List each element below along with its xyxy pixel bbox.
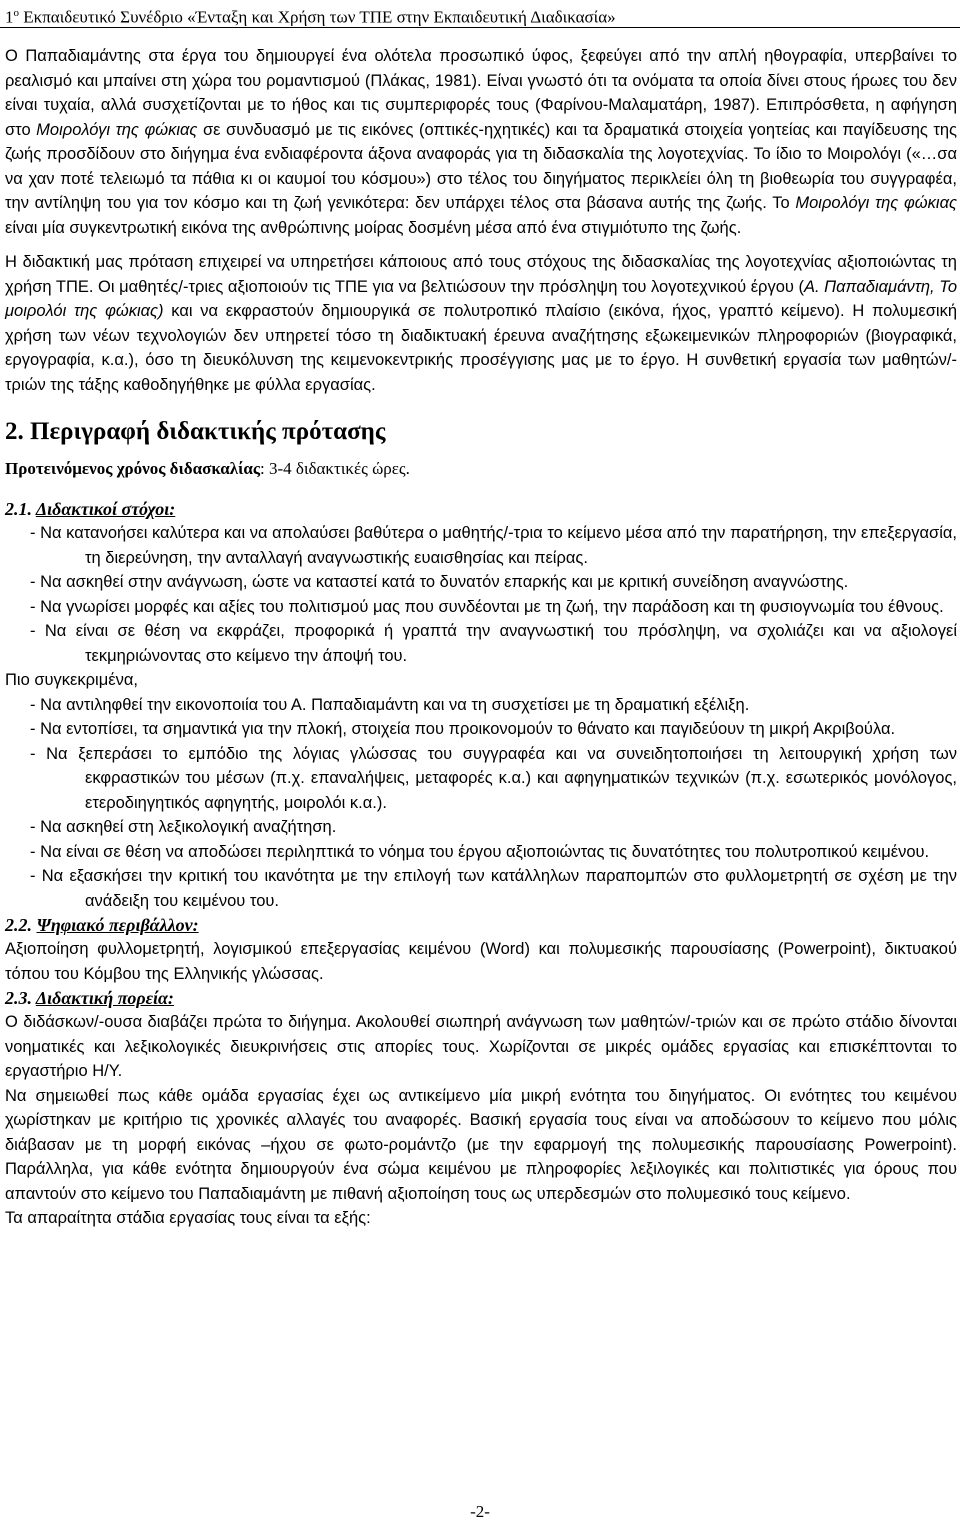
paragraph-proposal [5, 250, 957, 397]
course-paragraph-2: Να σημειωθεί πως κάθε ομάδα εργασίας έχει ως αντικείμενο μία μικρή ενότητα του διηγήματος. Οι ενότητες του κειμένου χωρίστηκαν με κριτήριο τις χρονικές αλλαγές του αναφορές. Βασική εργασία τους είναι να αποδώσουν το κείμενο που μόλις διάβασαν με τη μορφή εικόνας –ήχου σε φωτο-ρομάντζο (με την εφαρμογή της πολυμεσικής παρουσίασης Powerpoint). Παράλληλα, για κάθε ενότητα δημιουργούν ένα σώμα κειμένου με πληροφορίες λεξιλογικές και πολιτιστικές για όρους που απαντούν στο κείμενο του Παπαδιαμάντη με πιθανή αξιοποίηση τους ως υπερδεσμών στο πολυμεσικό τους κείμενο. [5, 1086, 957, 1203]
list-item: - Να ασκηθεί στην ανάγνωση, ώστε να καταστεί κατά το δυνατόν επαρκής και με κριτική συνείδηση αναγνώστης. [30, 573, 849, 591]
list-item: - Να γνωρίσει μορφές και αξίες του πολιτισμού μας που συνδέονται με τη ζωή, την παράδοση και τη φυσιογνωμία του έθνους. [30, 597, 944, 616]
section-2-3-number: 2.3. [5, 988, 36, 1008]
header-sup: ο [13, 7, 19, 19]
para2-text-1: Η διδακτική μας πρόταση επιχειρεί να υπηρετήσει κάποιους από τους στόχους της διδασκαλίας της λογοτεχνίας αξιοποιώντας τη χρήση ΤΠΕ. Οι μαθητές/-τριες αξιοποιούν τις ΤΠΕ για να βελτιώσουν την πρόσληψη του λογοτεχνικού έργου ( [5, 253, 957, 296]
para1-italic-1: Μοιρολόγι της φώκιας [36, 120, 198, 139]
teaching-time [5, 457, 957, 481]
para1-text-2: σε συνδυασμό με τις εικόνες (οπτικές-ηχητικές) και τα δραματικά στοιχεία γοητείας και παγίδευσης της ζωής προσδίδουν στο διήγημα ένα ενδιαφέροντα άξονα αναφοράς για τη διδασκαλία της λογοτεχνίας. Το ίδιο το Μοιρολόγι («…σα να χαν ποτέ τελειωμό τα πάθια κι οι καυμοί του κόσμου») στο τέλος του διηγήματος περικλείει όλη τη βιοθεωρία του συγγραφέα, την αντίληψη του για τον κόσμο και τη ζωή γενικότερα: δεν υπάρχει τέλος στα βάσανα αυτής της ζωής. Το [5, 120, 957, 212]
section-2-1-heading [5, 497, 957, 521]
course-paragraph-1: Ο διδάσκων/-ουσα διαβάζει πρώτα το διήγημα. Ακολουθεί σιωπηρή ανάγνωση των μαθητών/-τριών και σε πρώτο στάδιο δίνονται νοηματικές και λεξικολογικές διευκρινήσεις στις απορίες τους. Χωρίζονται σε μικρές ομάδες εργασίας και επισκέπτονται το εργαστήριο Η/Υ. [5, 1013, 957, 1080]
para1-italic-2: Μοιρολόγι της φώκιας [795, 194, 957, 212]
course-paragraph-3: Τα απαραίτητα στάδια εργασίας τους είναι τα εξής: [5, 1209, 371, 1227]
section-2-heading: 2. Περιγραφή διδακτικής πρότασης [5, 418, 386, 445]
digital-environment-text: Αξιοποίηση φυλλομετρητή, λογισμικού επεξεργασίας κειμένου (Word) και πολυμεσικής παρουσίασης (Powerpoint), δικτυακού τόπου του Κόμβου της Ελληνικής γλώσσας. [5, 940, 957, 983]
running-header [5, 3, 616, 28]
para1-text-3: είναι μία συγκεντρωτική εικόνα της ανθρώπινης μοίρας δοσμένη μέσα από ένα στιγμιότυπο της ζωής. [5, 218, 742, 237]
list-item: - Να εξασκήσει την κριτική του ικανότητα με την επιλογή των κατάλληλων παραπομπών στο φυλλομετρητή σε σχέση με την ανάδειξη του κειμένου του. [30, 867, 957, 910]
section-2-3-title: Διδακτική πορεία: [35, 988, 174, 1008]
section-2-3-heading [5, 986, 957, 1010]
goals-more-label: Πιο συγκεκριμένα, [5, 671, 138, 689]
header-rule [0, 27, 960, 28]
para2-text-2: και να εκφραστούν δημιουργικά σε πολυτροπικό πλαίσιο (εικόνα, ήχος, γραπτό κείμενο). Η πολυμεσική χρήση των νέων τεχνολογιών δεν υπηρετεί τόσο τη διαδικτυακή έρευνα αναζήτησης εξωκειμενικών πληροφοριών (βιογραφικά, εργογραφία, κ.α.), όσο τη διευκόλυνση της κειμενοκεντρικής προσέγγισης μας με το έργο. Η συνθετική εργασία των μαθητών/-τριών της τάξης καθοδηγήθηκε με φύλλα εργασίας. [5, 302, 957, 394]
goals-list [5, 521, 957, 668]
teaching-time-label: Προτεινόμενος χρόνος διδασκαλίας [5, 459, 261, 478]
section-2-2-heading [5, 913, 957, 937]
para1-text-1: Ο Παπαδιαμάντης στα έργα του δημιουργεί ένα ολότελα προσωπικό ύφος, ξεφεύγει από την απλή ηθογραφία, υπερβαίνει το ρεαλισμό και μπαίνει στη χώρα του ρομαντισμού (Πλάκας, 1981). Είναι γνωστό ότι τα ονόματα τα οποία δίνει στους ήρωες του δεν είναι τυχαία, αλλά συσχετίζονται με το ήθος και τις συμπεριφορές τους (Φαρίνου-Μαλαματάρη, 1987). Επιπρόσθετα, η αφήγηση στο [5, 47, 957, 139]
header-prefix: 1 [5, 7, 14, 27]
para2-italic-1: Α. Παπαδιαμάντη, Το μοιρολόι της φώκιας) [5, 277, 957, 320]
paragraph-intro [5, 44, 957, 240]
teaching-time-value: : 3-4 διδακτικές ώρες. [260, 459, 410, 478]
list-item: - Να εντοπίσει, τα σημαντικά για την πλοκή, στοιχεία που προικονομούν το θάνατο και παγιδεύουν τη μικρή Ακριβούλα. [30, 720, 896, 738]
list-item: - Να κατανοήσει καλύτερα και να απολαύσει βαθύτερα ο μαθητής/-τρια το κείμενο μέσα από την παρατήρηση, την επεξεργασία, τη διερεύνηση, την ανταλλαγή αναγνωστικής ευαισθησίας και πείρας. [30, 524, 957, 567]
page-number: -2- [470, 1502, 490, 1521]
document-body [5, 44, 957, 1231]
section-2-1-title: Διδακτικοί στόχοι: [35, 499, 176, 519]
list-item: - Να είναι σε θέση να εκφράζει, προφορικά ή γραπτά την αναγνωστική του πρόσληψη, να σχολιάζει και να αξιολογεί τεκμηριώνοντας στο κείμενο την άποψή του. [30, 622, 957, 665]
specific-goals-list [5, 693, 957, 914]
section-2-1-number: 2.1. [5, 499, 36, 519]
list-item: - Να είναι σε θέση να αποδώσει περιληπτικά το νόημα του έργου αξιοποιώντας τις δυνατότητες του πολυτροπικού κειμένου. [30, 842, 930, 861]
section-2-2-number: 2.2. [5, 915, 37, 935]
header-title: Εκπαιδευτικό Συνέδριο «Ένταξη και Χρήση των ΤΠΕ στην Εκπαιδευτική Διαδικασία» [19, 7, 616, 27]
list-item: - Να ασκηθεί στη λεξικολογική αναζήτηση. [30, 818, 337, 836]
list-item: - Να αντιληφθεί την εικονοποιία του Α. Παπαδιαμάντη και να τη συσχετίσει με τη δραματική εξέλιξη. [30, 695, 750, 714]
section-2-2-title: Ψηφιακό περιβάλλον: [36, 915, 199, 935]
list-item: - Να ξεπεράσει το εμπόδιο της λόγιας γλώσσας του συγγραφέα και να συνειδητοποιήσει τη λειτουργική χρήση των εκφραστικών του μέσων (π.χ. επαναλήψεις, μεταφορές κ.α.) και αφηγηματικών τεχνικών (π.χ. εσωτερικός μονόλογος, ετεροδιηγητικός αφηγητής, μοιρολόι κ.α.). [30, 744, 957, 812]
